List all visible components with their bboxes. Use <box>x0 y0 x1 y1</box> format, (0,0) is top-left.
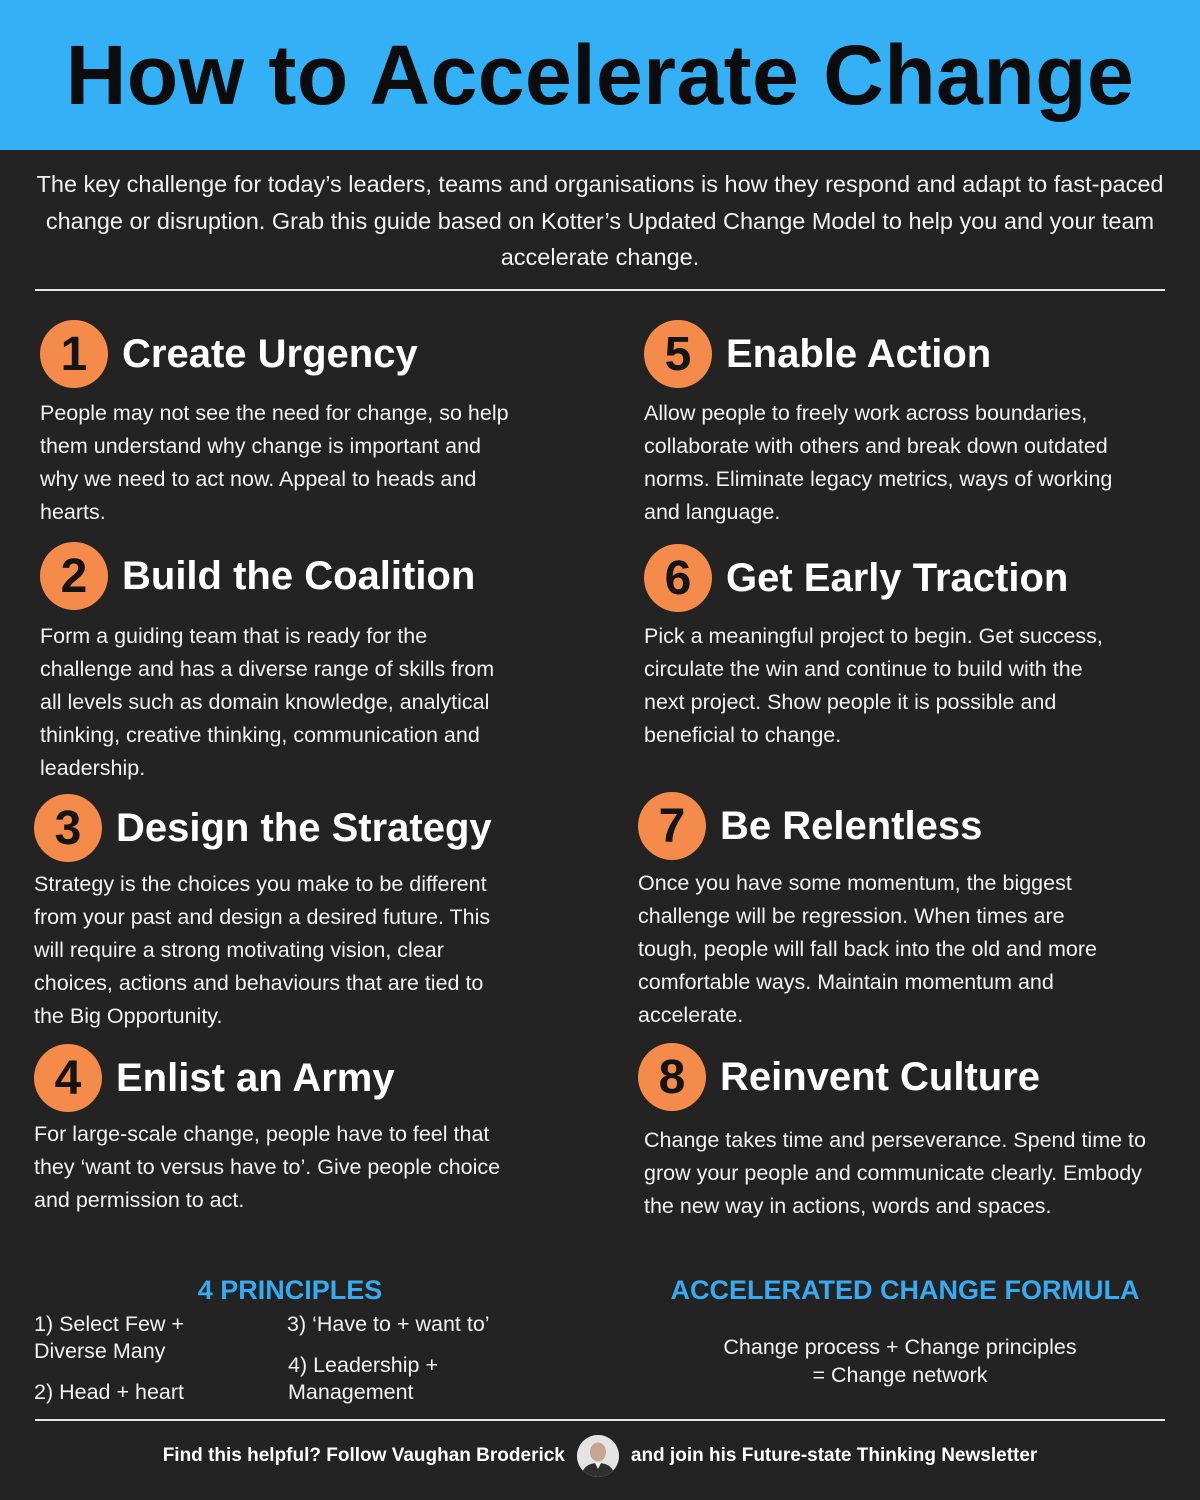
step-title: Design the Strategy <box>116 805 492 850</box>
step-number-badge: 4 <box>34 1044 102 1112</box>
formula-text <box>650 1333 1150 1389</box>
step-number-badge: 8 <box>638 1043 706 1111</box>
page-title: How to Accelerate Change <box>65 27 1135 122</box>
avatar-graphic <box>577 1435 619 1477</box>
step-description: Pick a meaningful project to begin. Get success, circulate the win and continue to build with the next project. Show people it is possible and beneficial to change. <box>644 624 1103 747</box>
formula-title: ACCELERATED CHANGE FORMULA <box>670 1275 1140 1305</box>
step-number-badge: 7 <box>638 792 706 860</box>
step-title: Get Early Traction <box>726 555 1069 600</box>
step-number-badge: 5 <box>644 320 712 388</box>
step-enable-action <box>644 320 1164 529</box>
principles-title: 4 PRINCIPLES <box>197 1275 383 1305</box>
step-description: For large-scale change, people have to feel that they ‘want to versus have to’. Give people choice and permission to act. <box>34 1122 501 1212</box>
step-number-badge: 1 <box>40 320 108 388</box>
principle-item: 3) ‘Have to + want to’ <box>287 1312 490 1336</box>
step-description: Strategy is the choices you make to be different from your past and design a desired future. This will require a strong motivating vision, clear choices, actions and behaviours that are tied to the Big Opportunity. <box>34 872 491 1028</box>
step-enlist-army <box>34 1044 534 1217</box>
top-divider <box>35 289 1165 291</box>
step-design-strategy <box>34 794 554 1033</box>
step-number-badge: 3 <box>34 794 102 862</box>
step-title: Enable Action <box>726 331 992 376</box>
step-title: Be Relentless <box>720 803 983 848</box>
step-create-urgency <box>40 320 540 529</box>
step-title: Enlist an Army <box>116 1055 395 1100</box>
intro-text: The key challenge for today’s leaders, teams and organisations is how they respond and adapt to fast-paced change or disruption. Grab this guide based on Kotter’s Updated Change Model to help you and your team accelerate change. <box>36 171 1164 270</box>
principle-item: 1) Select Few + Diverse Many <box>34 1312 184 1363</box>
principle-item: 4) Leadership + Management <box>288 1353 439 1404</box>
step-number-badge: 6 <box>644 544 712 612</box>
step-description: People may not see the need for change, so help them understand why change is important and why we need to act now. Appeal to heads and hearts. <box>40 401 509 524</box>
step-number-badge: 2 <box>40 542 108 610</box>
step-reinvent-culture <box>638 1043 1168 1223</box>
step-early-traction <box>644 544 1164 752</box>
step-title: Create Urgency <box>122 331 418 376</box>
step-description: Once you have some momentum, the biggest challenge will be regression. When times are tough, people will fall back into the old and more comfortable ways. Maintain momentum and accelerate. <box>638 871 1097 1027</box>
step-title: Build the Coalition <box>122 553 476 598</box>
footer-follow-text: Find this helpful? Follow Vaughan Broderick <box>162 1445 565 1466</box>
step-title: Reinvent Culture <box>720 1054 1041 1099</box>
footer-newsletter-text: and join his Future-state Thinking Newsletter <box>630 1445 1038 1466</box>
step-description: Change takes time and perseverance. Spend time to grow your people and communicate clearly. Embody the new way in actions, words and spaces. <box>644 1128 1146 1218</box>
bottom-divider <box>35 1419 1165 1421</box>
formula-line: = Change network <box>812 1363 988 1387</box>
step-build-coalition <box>40 542 540 785</box>
step-be-relentless <box>638 792 1158 1032</box>
formula-line: Change process + Change principles <box>723 1335 1077 1359</box>
header-banner <box>0 0 1200 150</box>
footer <box>0 1434 1200 1478</box>
principle-item: 2) Head + heart <box>34 1380 184 1404</box>
step-description: Form a guiding team that is ready for the challenge and has a diverse range of skills from all levels such as domain knowledge, analytical thinking, creative thinking, communication and leadership. <box>40 624 495 780</box>
step-description: Allow people to freely work across boundaries, collaborate with others and break down outdated norms. Eliminate legacy metrics, ways of working and language. <box>644 401 1113 524</box>
person-photo-icon[interactable] <box>577 1435 619 1477</box>
